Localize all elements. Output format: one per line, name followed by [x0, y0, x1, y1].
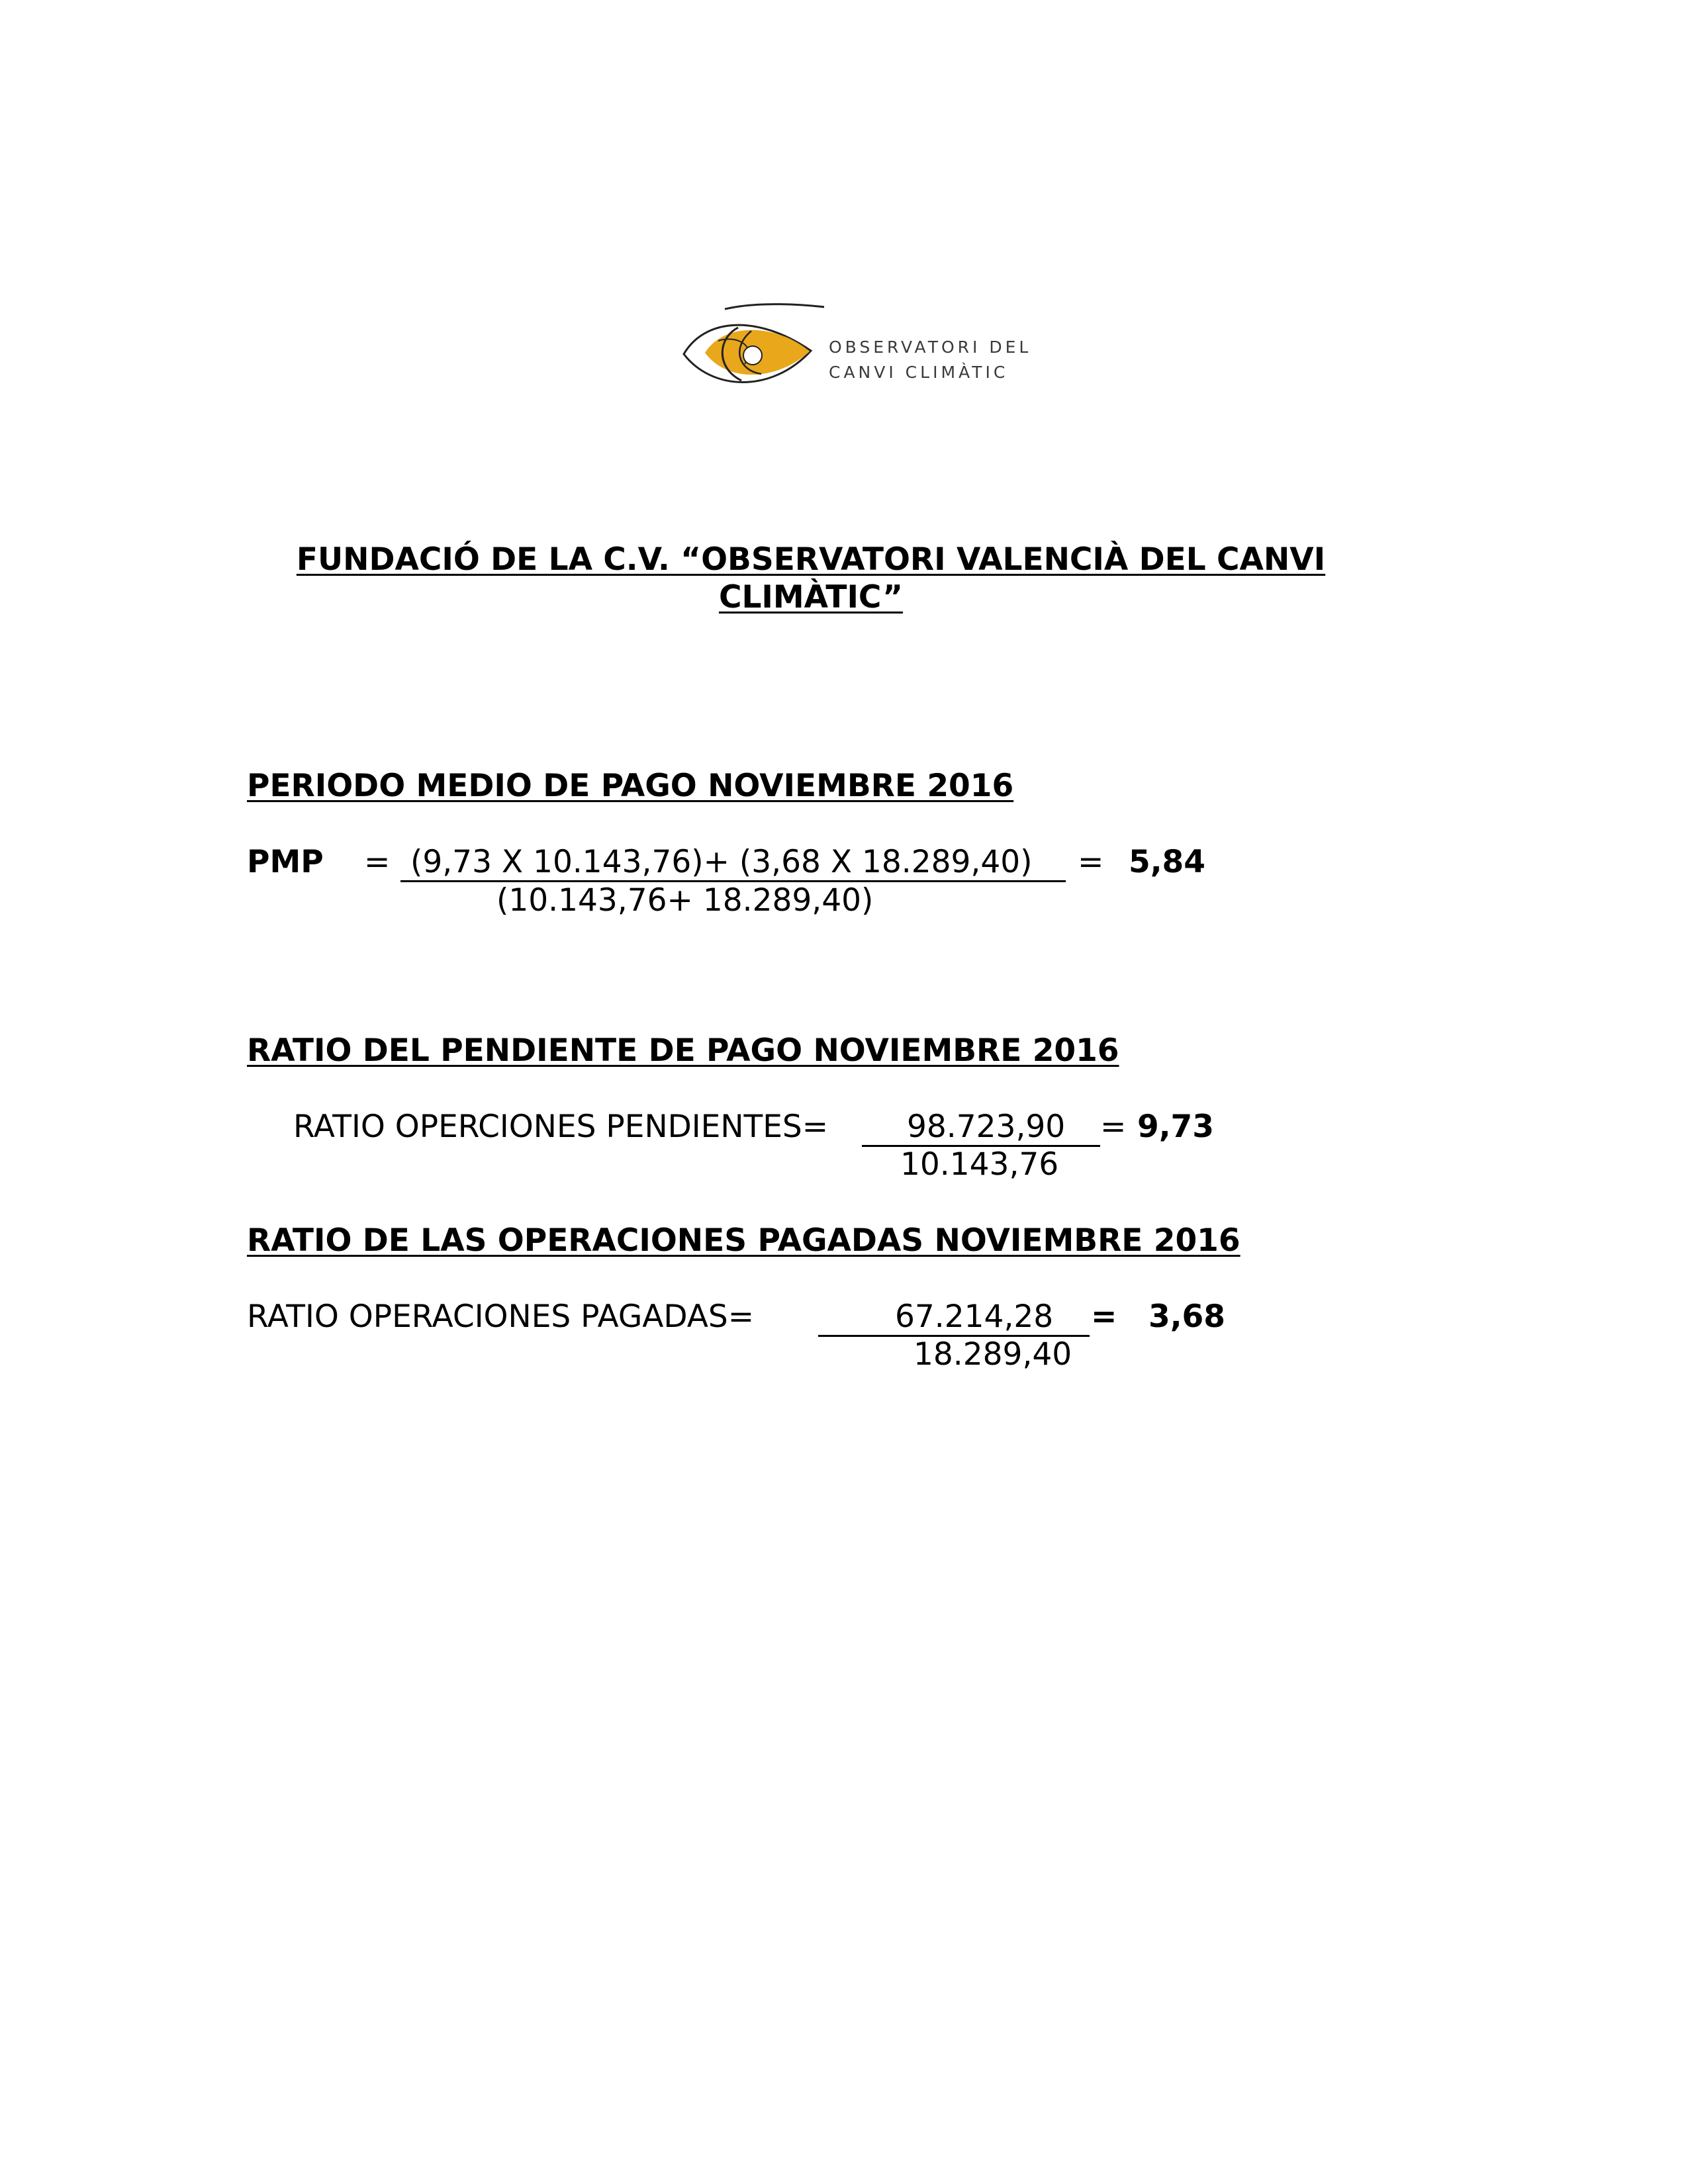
pmp-equals-2: =	[1078, 844, 1104, 880]
paid-heading: RATIO DE LAS OPERACIONES PAGADAS NOVIEMBRE 2016	[247, 1222, 1241, 1259]
document-title-line1: FUNDACIÓ DE LA C.V. “OBSERVATORI VALENCIÀ DEL CANVI	[296, 541, 1326, 578]
pending-denominator: 10.143,76	[900, 1146, 1059, 1183]
pmp-denominator: (10.143,76+ 18.289,40)	[496, 882, 874, 919]
paid-equals: =	[1091, 1298, 1117, 1335]
pending-label: RATIO OPERCIONES PENDIENTES=	[293, 1109, 829, 1145]
pending-numerator: 98.723,90	[907, 1109, 1066, 1145]
pmp-equals: =	[364, 844, 391, 880]
pending-heading: RATIO DEL PENDIENTE DE PAGO NOVIEMBRE 2016	[247, 1032, 1119, 1069]
eye-icon	[679, 301, 824, 400]
paid-numerator: 67.214,28	[895, 1298, 1054, 1335]
paid-result: 3,68	[1149, 1298, 1225, 1335]
pmp-numerator: (9,73 X 10.143,76)+ (3,68 X 18.289,40)	[410, 844, 1033, 880]
pending-equals: =	[1100, 1109, 1127, 1145]
document-title-line2: CLIMÀTIC”	[718, 579, 904, 615]
logo-line2: CANVI CLIMÀTIC	[829, 363, 1009, 382]
paid-denominator: 18.289,40	[914, 1336, 1072, 1373]
logo-line1: OBSERVATORI DEL	[829, 338, 1032, 357]
pending-result: 9,73	[1137, 1109, 1214, 1145]
pmp-label: PMP	[247, 844, 324, 880]
paid-label: RATIO OPERACIONES PAGADAS=	[247, 1298, 755, 1335]
pmp-result: 5,84	[1129, 844, 1205, 880]
pmp-heading: PERIODO MEDIO DE PAGO NOVIEMBRE 2016	[247, 768, 1014, 804]
